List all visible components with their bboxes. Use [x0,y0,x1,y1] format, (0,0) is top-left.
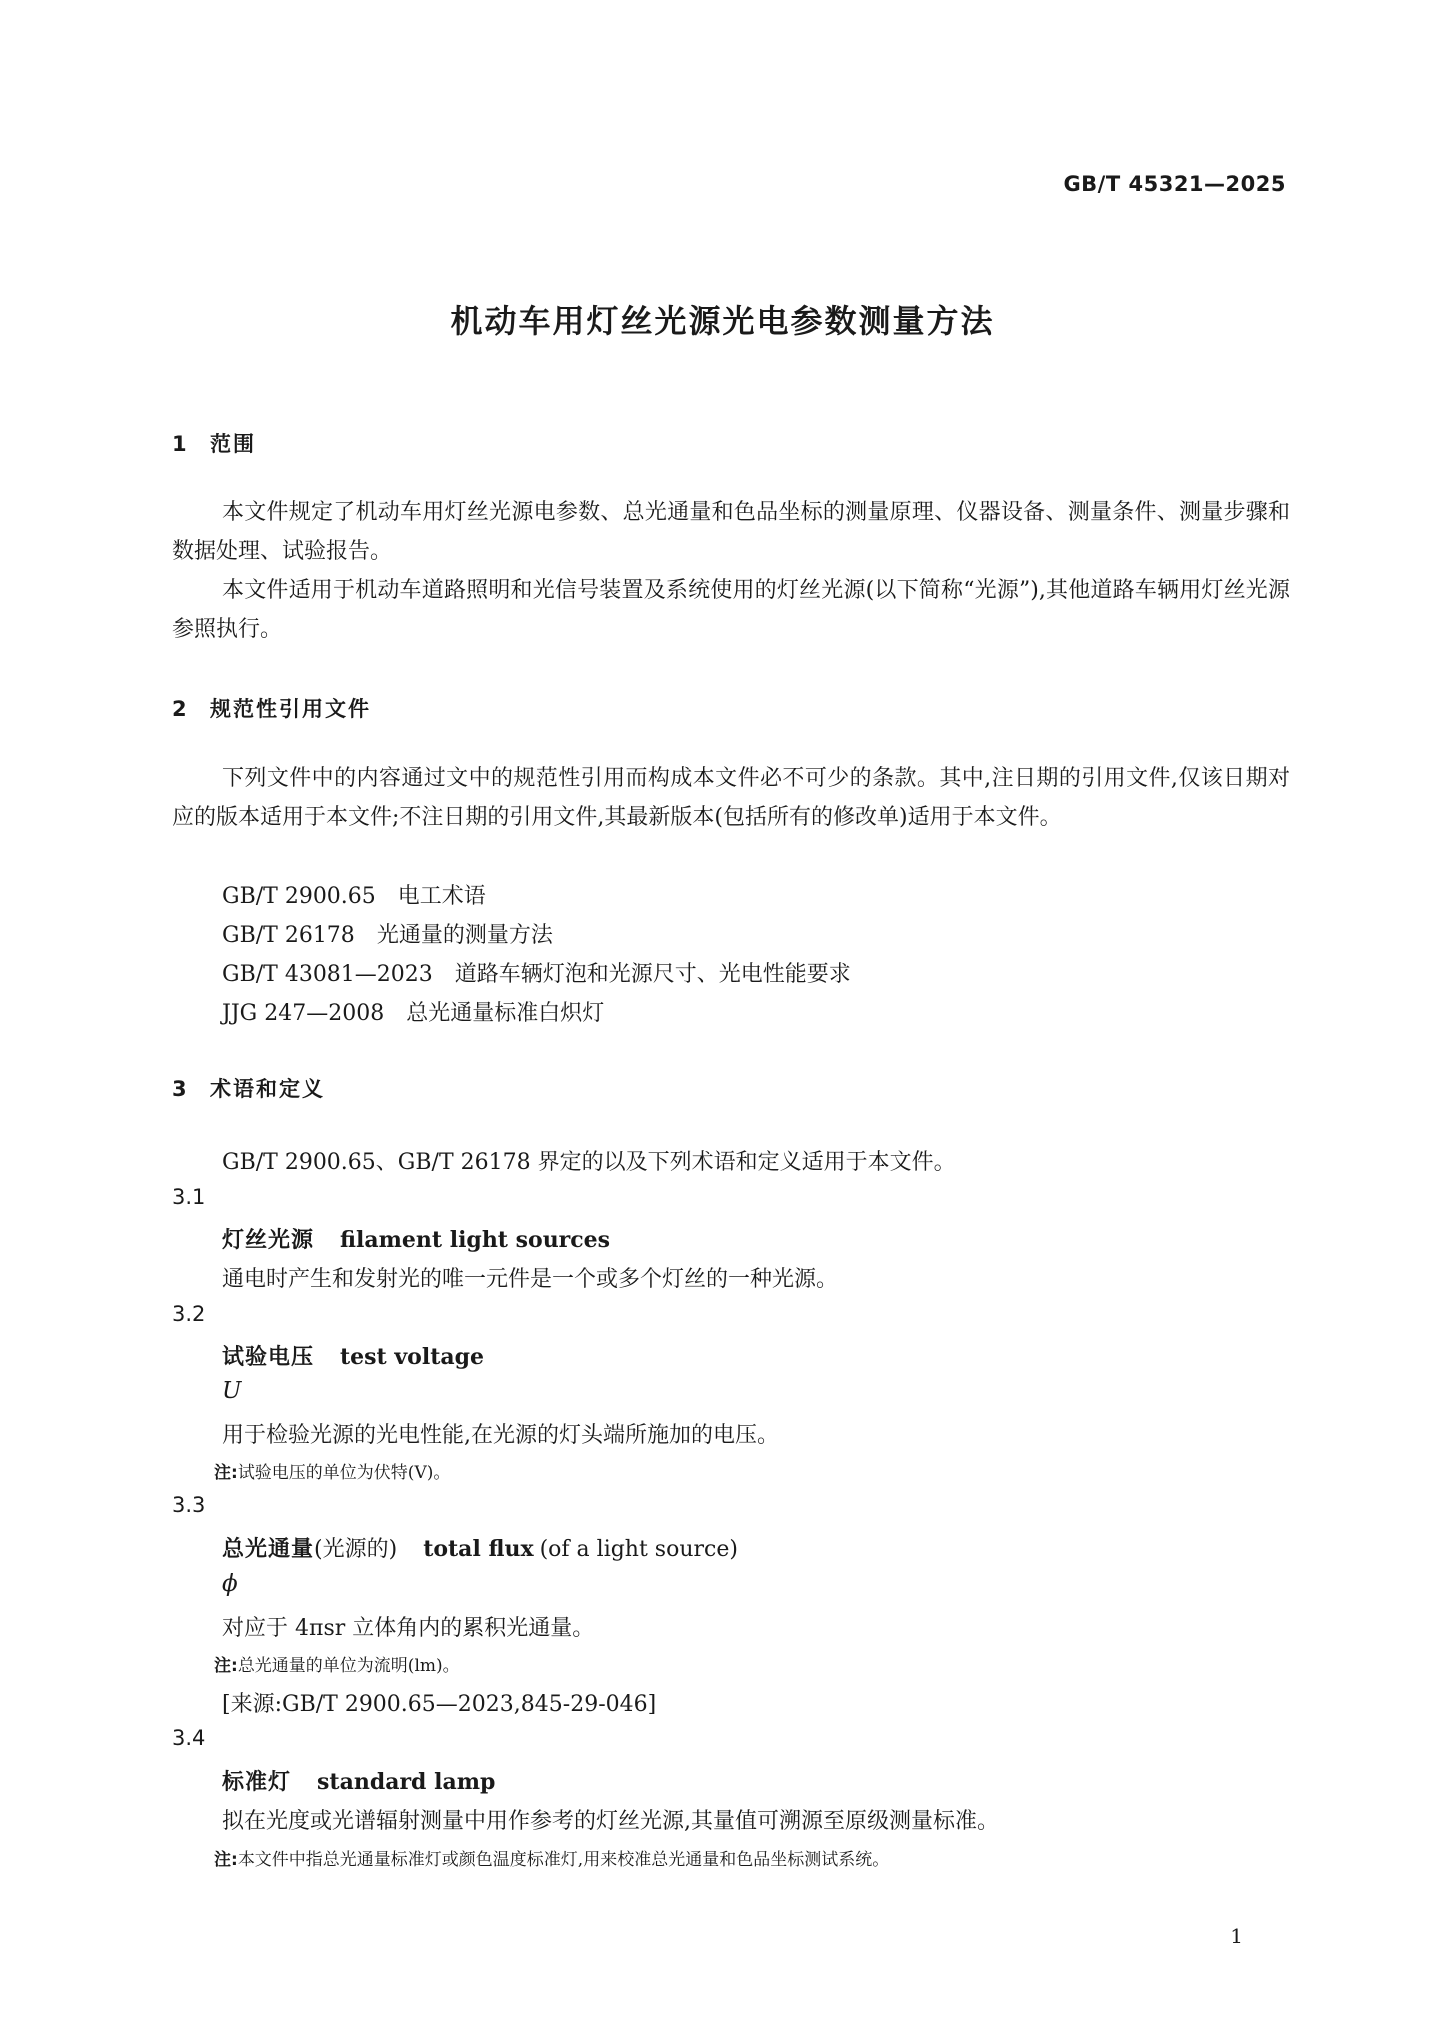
reference-title: 总光通量标准白炽灯 [406,1001,605,1026]
reference-item [222,957,851,988]
term-definition: 对应于 4πsr 立体角内的累积光通量。 [222,1616,595,1641]
section-number: 1 [172,432,187,456]
section-title: 规范性引用文件 [210,697,371,721]
note-label: 注: [214,1463,238,1483]
references-intro: 下列文件中的内容通过文中的规范性引用而构成本文件必不可少的条款。其中,注日期的引用文件,仅该日期对应的版本适用于本文件;不注日期的引用文件,其最新版本(包括所有的修改单)适用于本文件。 [172,766,1290,830]
term-zh: 标准灯 [222,1770,292,1795]
term-definition: 用于检验光源的光电性能,在光源的灯头端所施加的电压。 [222,1423,779,1448]
clause-number: 3.4 [172,1726,206,1750]
clause-number: 3.1 [172,1185,206,1209]
reference-code: GB/T 26178 [222,923,355,948]
reference-item [222,879,486,910]
note-label: 注: [214,1850,238,1870]
term-entry [222,1340,484,1371]
term-en: test voltage [340,1344,484,1370]
scope-paragraph-1: 本文件规定了机动车用灯丝光源电参数、总光通量和色品坐标的测量原理、仪器设备、测量条件、测量步骤和数据处理、试验报告。 [172,500,1290,564]
term-note [214,1845,889,1870]
term-zh-qualifier: (光源的) [314,1537,398,1562]
term-entry [222,1532,738,1563]
term-note [214,1458,450,1483]
term-en: total flux [423,1536,534,1562]
section-title: 术语和定义 [210,1077,325,1101]
note-text: 本文件中指总光通量标准灯或颜色温度标准灯,用来校准总光通量和色品坐标测试系统。 [237,1850,890,1870]
clause-number: 3.2 [172,1302,206,1326]
document-title: 机动车用灯丝光源光电参数测量方法 [450,302,995,340]
note-text: 试验电压的单位为伏特(V)。 [237,1463,451,1483]
section-title: 范围 [210,432,256,456]
section-number: 3 [172,1077,187,1101]
scope-paragraph-2: 本文件适用于机动车道路照明和光信号装置及系统使用的灯丝光源(以下简称“光源”),其他道路车辆用灯丝光源参照执行。 [172,578,1290,642]
note-label: 注: [214,1656,238,1676]
clause-number: 3.3 [172,1493,206,1517]
term-symbol: U [222,1378,242,1404]
term-definition: 拟在光度或光谱辐射测量中用作参考的灯丝光源,其量值可溯源至原级测量标准。 [222,1809,999,1834]
term-zh: 灯丝光源 [222,1228,315,1253]
term-en: standard lamp [317,1769,496,1795]
term-en: filament light sources [340,1227,611,1253]
term-zh: 试验电压 [222,1345,315,1370]
document-code: GB/T 45321—2025 [1063,172,1286,196]
term-entry [222,1765,495,1796]
term-en-qualifier: (of a light source) [539,1537,738,1562]
section-heading-terms [172,1073,325,1103]
reference-item [222,918,553,949]
section-heading-normative-references [172,693,371,723]
terms-intro: GB/T 2900.65、GB/T 26178 界定的以及下列术语和定义适用于本文件。 [222,1150,956,1175]
reference-code: JJG 247—2008 [222,1001,385,1026]
section-number: 2 [172,697,187,721]
term-symbol: ϕ [222,1571,238,1597]
term-note [214,1651,460,1676]
reference-item [222,996,604,1027]
reference-code: GB/T 43081—2023 [222,962,433,987]
page-number: 1 [1230,1924,1243,1948]
term-zh: 总光通量 [222,1537,315,1562]
term-entry [222,1223,610,1254]
term-source: [来源:GB/T 2900.65—2023,845-29-046] [222,1692,657,1717]
reference-title: 电工术语 [397,884,486,909]
note-text: 总光通量的单位为流明(lm)。 [237,1656,460,1676]
section-heading-scope [172,428,256,458]
reference-code: GB/T 2900.65 [222,884,376,909]
reference-title: 光通量的测量方法 [376,923,553,948]
reference-title: 道路车辆灯泡和光源尺寸、光电性能要求 [454,962,851,987]
term-definition: 通电时产生和发射光的唯一元件是一个或多个灯丝的一种光源。 [222,1267,839,1292]
